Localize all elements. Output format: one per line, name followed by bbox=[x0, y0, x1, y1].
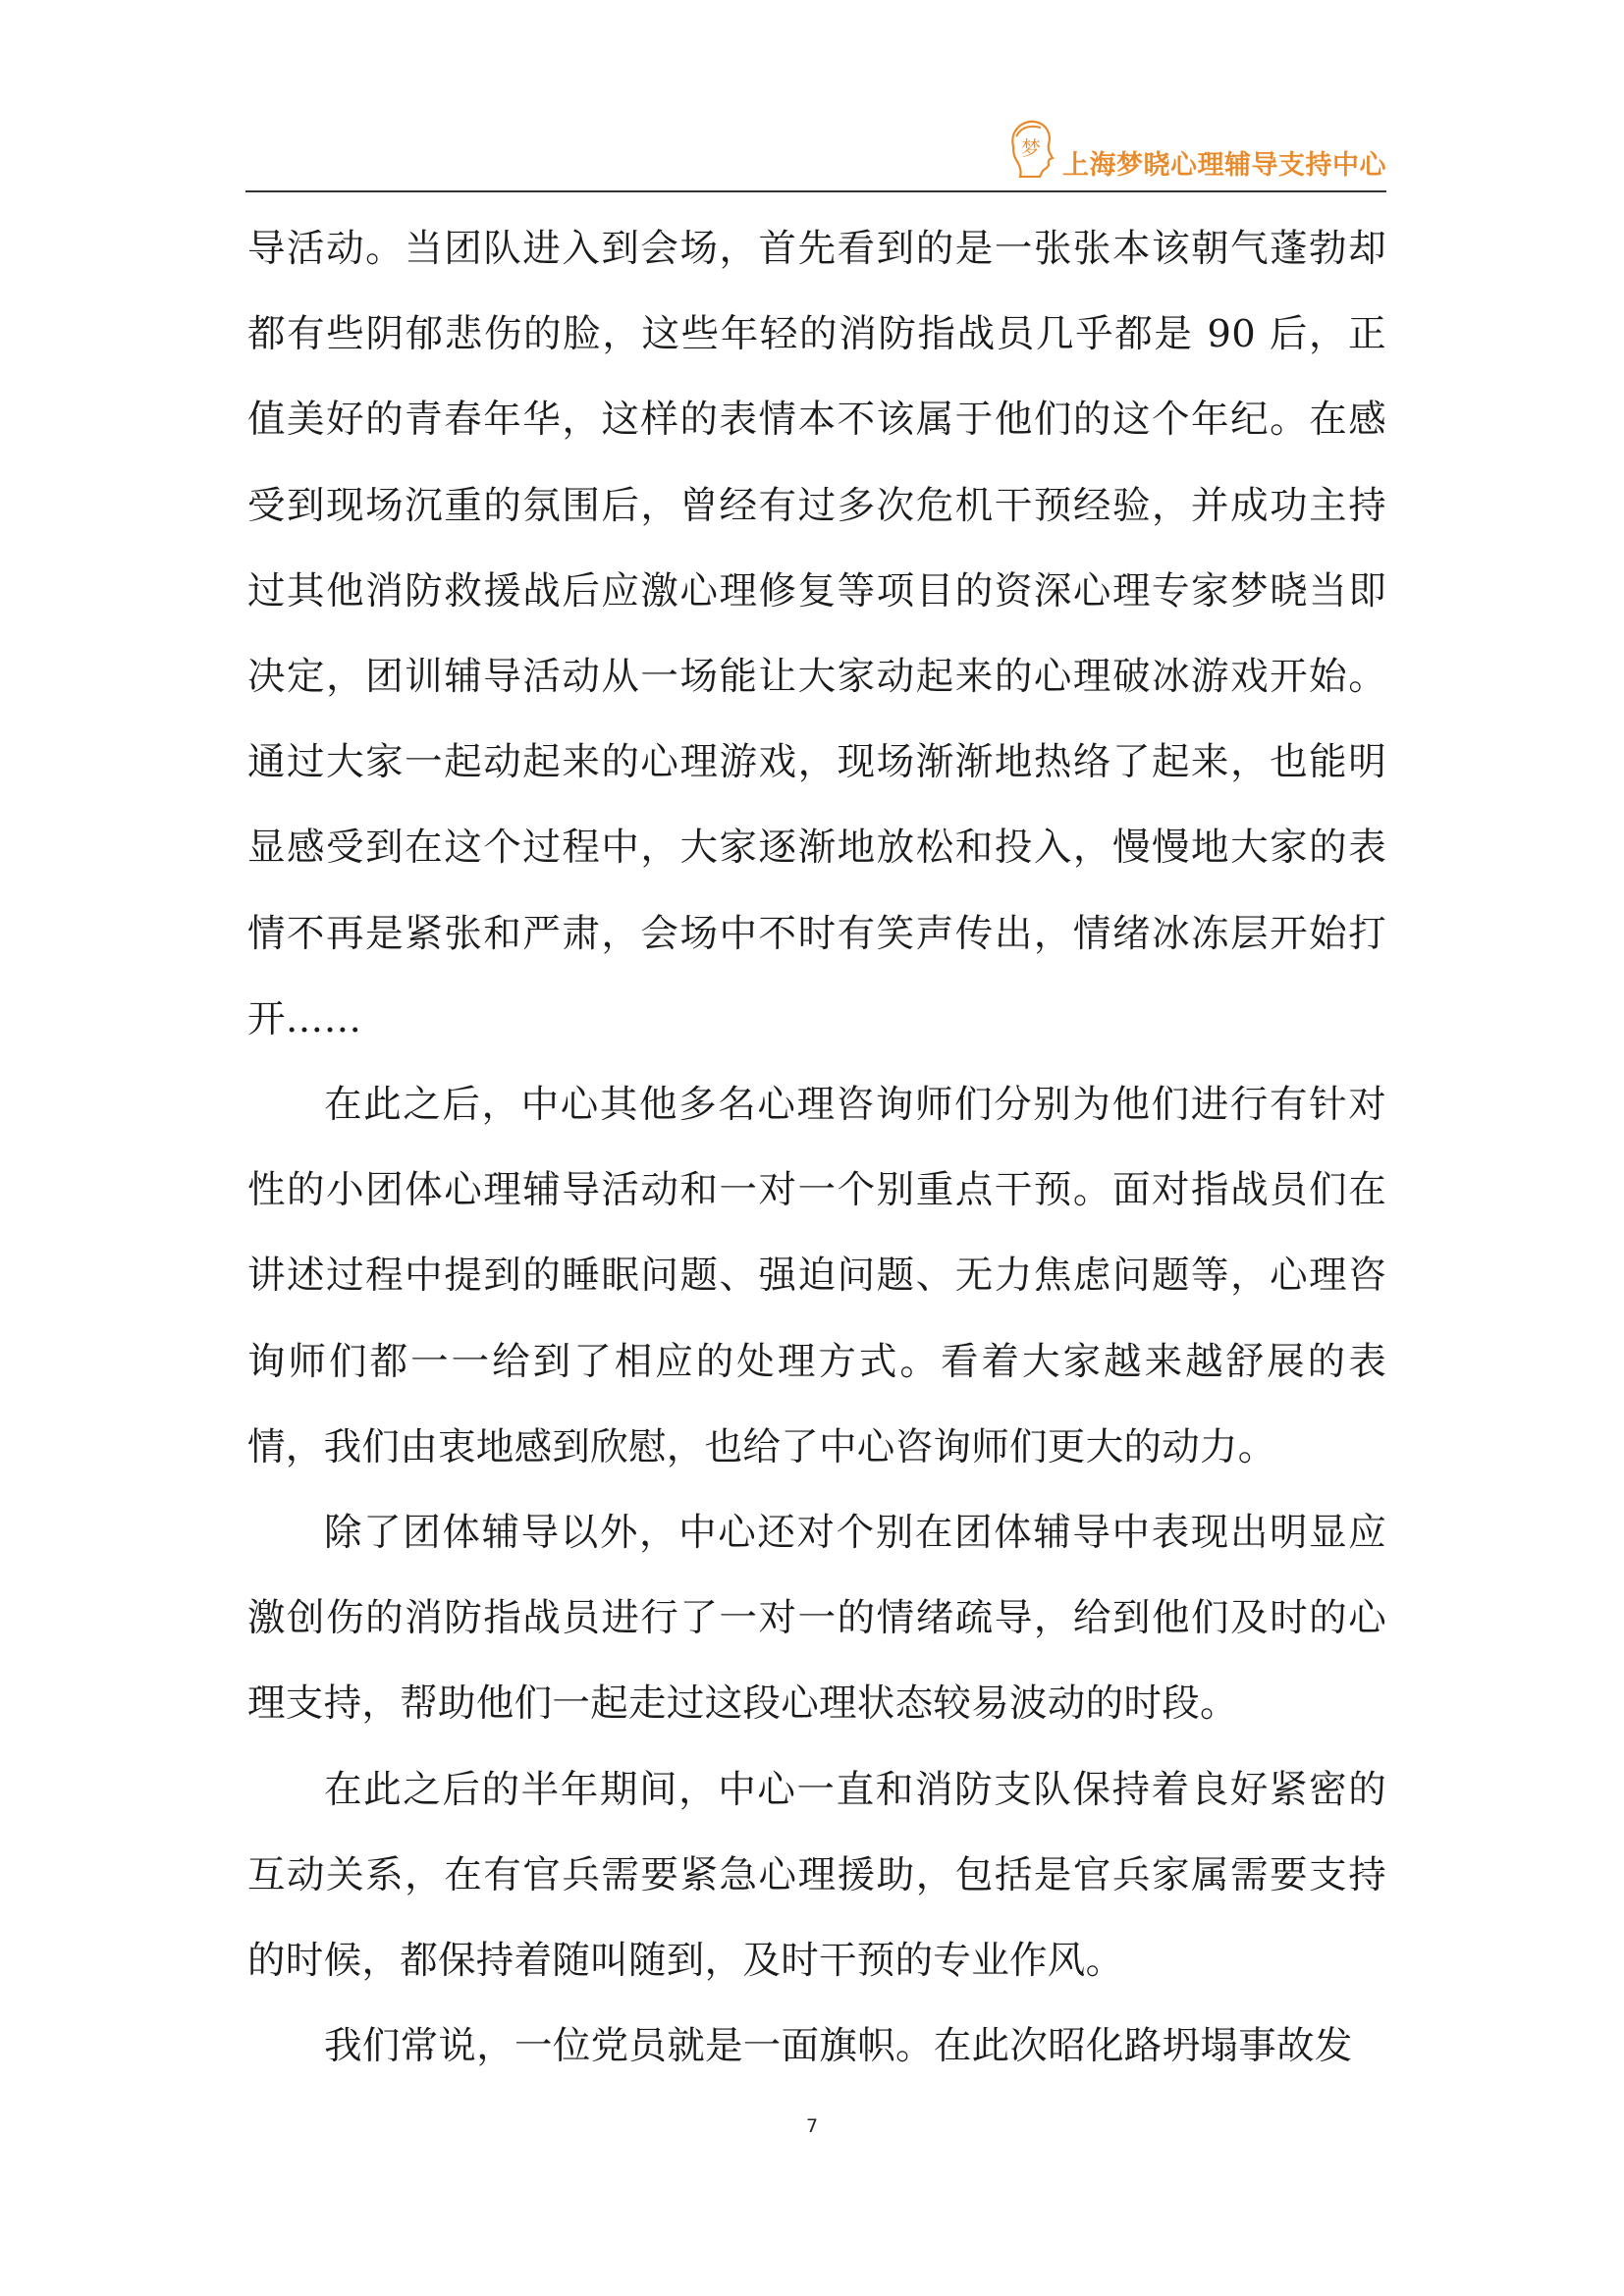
paragraph-4: 在此之后的半年期间，中心一直和消防支队保持着良好紧密的互动关系，在有官兵需要紧急心理援助，包括是官兵家属需要支持的时候，都保持着随叫随到，及时干预的专业作风。 bbox=[247, 1767, 1386, 1984]
head-silhouette-logo-icon bbox=[1003, 117, 1055, 178]
organization-brand bbox=[1003, 108, 1386, 187]
paragraph-5: 我们常说，一位党员就是一面旗帜。在此次昭化路坍塌事故发 bbox=[324, 2024, 1353, 2069]
page-number: 7 bbox=[805, 2115, 819, 2137]
organization-name: 上海梦晓心理辅导支持中心 bbox=[1062, 149, 1386, 181]
paragraph-2: 在此之后，中心其他多名心理咨询师们分别为他们进行有针对性的小团体心理辅导活动和一对一个别重点干预。面对指战员们在讲述过程中提到的睡眠问题、强迫问题、无力焦虑问题等，心理咨询师们都一一给到了相应的处理方式。看着大家越来越舒展的表情，我们由衷地感到欣慰，也给了中心咨询师们更大的动力。 bbox=[247, 1083, 1386, 1469]
paragraph-1: 导活动。当团队进入到会场，首先看到的是一张张本该朝气蓬勃却都有些阴郁悲伤的脸，这些年轻的消防指战员几乎都是 90 后，正值美好的青春年华，这样的表情本不该属于他们的这个年纪。在感受到现场沉重的氛围后，曾经有过多次危机干预经验，并成功主持过其他消防救援战后应激心理修复等项目的资深心理专家梦晓当即决定，团训辅导活动从一场能让大家动起来的心理破冰游戏开始。通过大家一起动起来的心理游戏，现场渐渐地热络了起来，也能明显感受到在这个过程中，大家逐渐地放松和投入，慢慢地大家的表情不再是紧张和严肃，会场中不时有笑声传出，情绪冰冻层开始打开…… bbox=[247, 227, 1386, 1041]
paragraph-3: 除了团体辅导以外，中心还对个别在团体辅导中表现出明显应激创伤的消防指战员进行了一对一的情绪疏导，给到他们及时的心理支持，帮助他们一起走过这段心理状态较易波动的时段。 bbox=[247, 1511, 1386, 1727]
page-header bbox=[245, 108, 1386, 192]
header-divider bbox=[245, 190, 1386, 192]
document-body bbox=[247, 206, 1386, 2089]
logo-character: 梦 bbox=[1021, 136, 1041, 160]
